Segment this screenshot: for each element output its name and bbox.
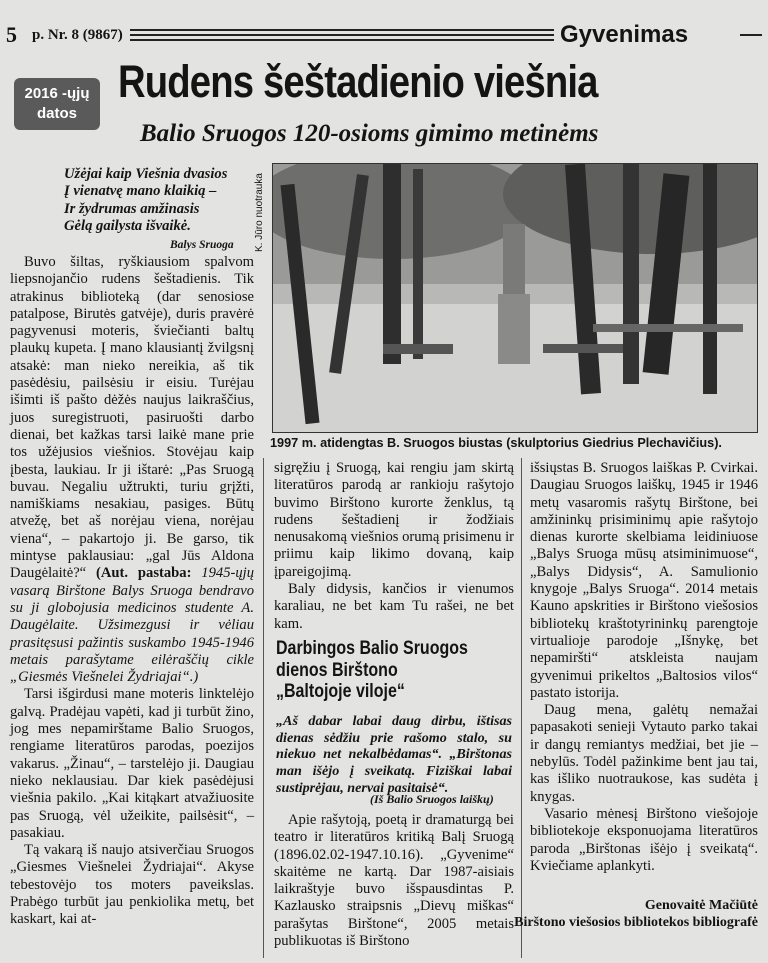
- paragraph-text: Buvo šiltas, ryškiausiom spalvom liepsnojančio rudens šeštadienis. Tik atrakinus biblioteką (dar senosiose patalpose, Birutės gatvėje), duris pravėrė pagyvenusi moteris, šviečianti baltų plaukų kupeta. Į mano klausiantį žvilgsnį atsakė: man nieko nereikia, aš tik pasėdėsiu, pailsėsiu ir eisiu. Turėjau išimti iš pašto dėžės naujus laikraščius, juos suregistruoti, pasiruošti darbo dienai, bet kažkas tarsi laikė mane prie tos užėjusios viešnios. Stovėjau kaip įbesta, laukiau. Ir ji ištarė: „Pas Sruogą buvau. Negaliu užtrukti, turiu grįžti, namiškiams nesakiau, pasiges. Būtų atvežę, bet aš norėjau viena, norėjau viena“, – pakartojo ji. Be garso, tik mintyse paklausiau: „gal Jūs Aldona Daugėlaitė?“: [10, 254, 254, 582]
- author-name: Genovaitė Mačiūtė: [644, 898, 758, 913]
- paragraph: Tarsi išgirdusi mane moteris linktelėjo galvą. Pradėjau vapėti, kad ji turbūt žino, jog mes nepamirštame Balio Sruogos, rengiame literatūros parodas, poezijos vakarus. „Žinau“, – tarstelėjo ji. Daugiau nieko neklausiau. Dar kiek pasėdėjusi viešnia pakilo. „Kai kitąkart atvažiuosite pas Sruogą, vėl užeikite, pailsėsit“, – pasakiau.: [10, 686, 254, 841]
- column-3: [530, 460, 758, 875]
- subtitle-line: „Baltojoje viloje“: [276, 680, 405, 702]
- subtitle-line: Darbingos Balio Sruogos: [276, 637, 468, 659]
- paragraph: Tą vakarą iš naujo atsiverčiau Sruogos „Giesmes Viešnelei Žydriajai“. Akyse tebestovėjo tos moters paveikslas. Prabėgo turbūt jau penkiolika metų, bet kaskart, kai at-: [10, 842, 254, 928]
- page-number: 5: [6, 22, 17, 47]
- poem-line: Į vienatvę mano klaikią –: [64, 183, 217, 200]
- header-rule: [130, 29, 554, 31]
- column-2-cont: [274, 812, 514, 950]
- poem-line: Gėlą gailysta išvaikė.: [64, 217, 191, 234]
- author-role: Birštono viešosios bibliotekos bibliografė: [514, 915, 758, 930]
- subtitle-line: dienos Birštono: [276, 658, 398, 681]
- header-rule: [130, 34, 554, 36]
- photo-credit: [254, 162, 268, 252]
- badge-line: datos: [36, 105, 77, 122]
- issue-number: p. Nr. 8 (9867): [32, 27, 123, 43]
- paragraph: Apie rašytoją, poetą ir dramaturgą bei teatro ir literatūros kritiką Balį Sruogą (1896.02.02-1947.10.16). „Gyvenime“ skaitėme ne kartą. Dar 1987-aisiais laikraštyje buvo išspausdintas P. Kazlausko straipsnis „Dievų miškas“ parašytas Birštone“, 2005 metais publikuotas iš Birštono: [274, 812, 514, 950]
- paragraph: Baly didysis, kančios ir vienumos karaliau, ne bet kam Tu rašei, ne bet kam.: [274, 581, 514, 632]
- header-rule: [130, 39, 554, 41]
- paragraph: išsiųstas B. Sruogos laiškas P. Cvirkai. Daugiau Sruogos laiškų, 1945 ir 1946 metų vasaromis rašytų Birštone, bei amžininkų prisiminimų apie rašytojo dienas kurorte skelbiama leidiniuose „Balys Sruoga mūsų atsiminimuose“, „Balys Didysis“, A. Samulionio knygoje „Balys Sruoga“. 2014 metais Kauno apskrities ir Birštono viešosios bibliotekų kraštotyrininkų parengtoje virtualioje parodoje „Išnykę, bet nepamiršti“ atskleista naujam gyvenimui prikeltos „Baltosios vilos“ pastato istorija.: [530, 460, 758, 701]
- poem-author: Balys Sruoga: [170, 239, 234, 251]
- paragraph: [10, 254, 254, 686]
- column-divider: [521, 458, 522, 958]
- paragraph: Vasario mėnesį Birštono viešojoje bibliotekoje eksponuojama literatūros paroda „Birštonas išėjo į sveikatą“. Kviečiame aplankyti.: [530, 805, 758, 874]
- column-divider: [263, 458, 264, 958]
- quote: „Aš dabar labai daug dirbu, ištisas dienas sėdžiu prie rašomo stalo, su niekuo net nekalbėdamas“. „Birštonas man išėjo į sveikatą. Fiziškai labai sustiprėjau, nervai pasitaisė“.: [276, 713, 512, 796]
- badge-line: 2016 -ųjų: [24, 85, 90, 102]
- quote-source: (Iš Balio Sruogos laiškų): [370, 792, 494, 806]
- park-photo: [273, 164, 758, 433]
- photo-caption: 1997 m. atidengtas B. Sruogos biustas (skulptorius Giedrius Plechavičius).: [270, 436, 722, 450]
- headline: Rudens šeštadienio viešnia: [118, 56, 598, 107]
- page-header: [6, 6, 762, 50]
- photo-credit-text: K. Jūro nuotrauka: [254, 173, 265, 252]
- subheadline: Balio Sruogos 120-osioms gimimo metinėms: [140, 120, 599, 147]
- paragraph: sigręžiu į Sruogą, kai rengiu jam skirtą literatūros parodą ar rankioju rašytojo buvimo Birštono kurorte ženklus, tą rudens šeštadienį ir žodžiais nenusakomą viešnios orumą prisimenu ir priimu kaip likimo dovaną, kaip įpareigojimą.: [274, 460, 514, 580]
- note-label: (Aut. pastaba:: [96, 565, 192, 582]
- note-text: 1945-ųjų vasarą Birštone Balys Sruoga bendravo su ji globojusia medicinos studente A. Daugėlaite. Užsimezgusi ir vėliau prasitęsusi pažintis suskambo 1945-1946 metais parašytame eilėraščių cikle „Giesmės Viešnelei Žydriajai“.): [10, 565, 254, 686]
- column-2: [274, 460, 514, 633]
- poem-line: Ir žydrumas amžinasis: [64, 200, 200, 217]
- date-badge: [14, 78, 100, 130]
- paragraph: Daug mena, galėtų nemažai papasakoti senieji Vytauto parko takai ir dangų remiantys medžiai, bet jie – nebylūs. Todėl pažinkime bent jau tai, kas išliko nuotraukose, kas sudėta į knygas.: [530, 702, 758, 805]
- article-photo: [272, 163, 758, 433]
- section-title: Gyvenimas: [560, 21, 689, 48]
- header-rule: [740, 34, 762, 36]
- poem-line: Užėjai kaip Viešnia dvasios: [64, 166, 228, 182]
- column-1: [10, 254, 254, 929]
- section-subtitle: [276, 638, 481, 703]
- poem: [64, 166, 274, 235]
